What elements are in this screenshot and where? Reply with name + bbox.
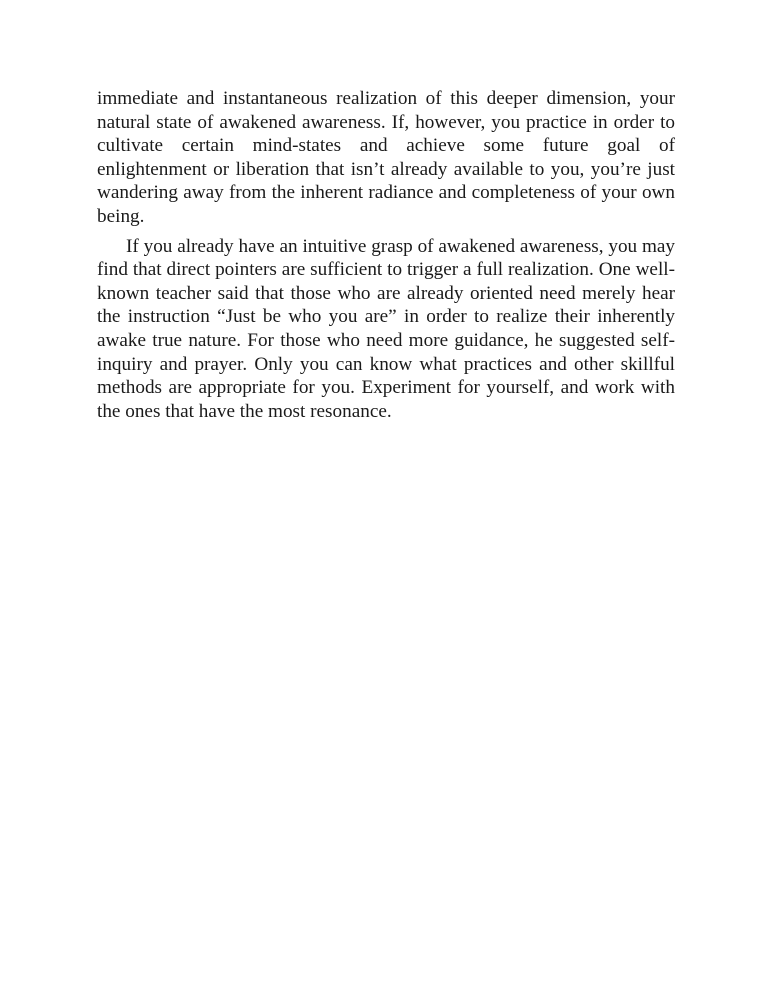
page-body [97,87,675,423]
paragraph-awakened-awareness: If you already have an intuitive grasp of awakened awareness, you may find that direct pointers are sufficient to trigger a full realization. One well-known teacher said that those who are already oriented need merely hear the instruction “Just be who you are” in order to realize their inherently awake true nature. For those who need more guidance, he suggested self-inquiry and prayer. Only you can know what practices and other skillful methods are appropriate for you. Experiment for yourself, and work with the ones that have the most resonance. [97,235,675,422]
paragraph-continuation: immediate and instantaneous realization of this deeper dimension, your natural state of awakened awareness. If, however, you practice in order to cultivate certain mind-states and achieve some future goal of enlightenment or liberation that isn’t already available to you, you’re just wandering away from the inherent radiance and completeness of your own being. [97,88,675,227]
